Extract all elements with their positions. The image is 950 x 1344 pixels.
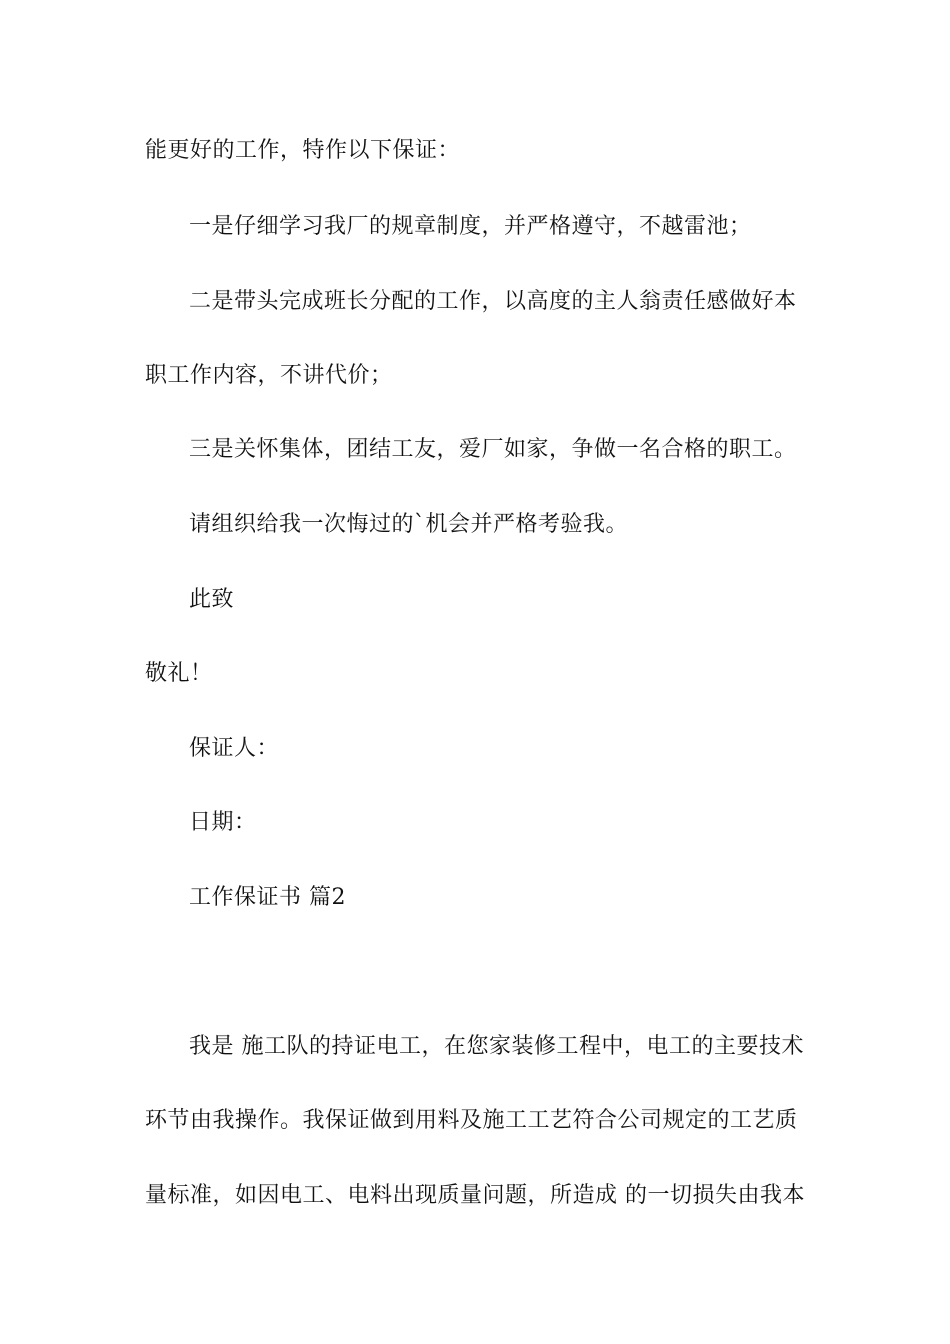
paragraph-line: 能更好的工作，特作以下保证： bbox=[145, 138, 461, 163]
paragraph-line: 职工作内容，不讲代价； bbox=[145, 363, 393, 388]
paragraph-line: 三是关怀集体，团结工友，爱厂如家，争做一名合格的职工。 bbox=[189, 437, 797, 462]
section-heading: 工作保证书 篇2 bbox=[189, 885, 346, 910]
date-label: 日期： bbox=[189, 810, 257, 835]
paragraph-line: 二是带头完成班长分配的工作，以高度的主人翁责任感做好本 bbox=[189, 289, 797, 314]
guarantor-label: 保证人： bbox=[189, 736, 280, 761]
paragraph-line: 量标准，如因电工、电料出现质量问题，所造成 的一切损失由我本 bbox=[145, 1183, 805, 1208]
paragraph-line: 我是 施工队的持证电工，在您家装修工程中，电工的主要技术 bbox=[189, 1034, 804, 1059]
closing-regards: 敬礼！ bbox=[145, 661, 213, 686]
closing-salutation: 此致 bbox=[189, 587, 235, 612]
paragraph-line: 环节由我操作。我保证做到用料及施工工艺符合公司规定的工艺质 bbox=[145, 1108, 798, 1133]
paragraph-line: 请组织给我一次悔过的`机会并严格考验我。 bbox=[189, 512, 629, 537]
paragraph-line: 一是仔细学习我厂的规章制度，并严格遵守，不越雷池； bbox=[189, 214, 752, 239]
